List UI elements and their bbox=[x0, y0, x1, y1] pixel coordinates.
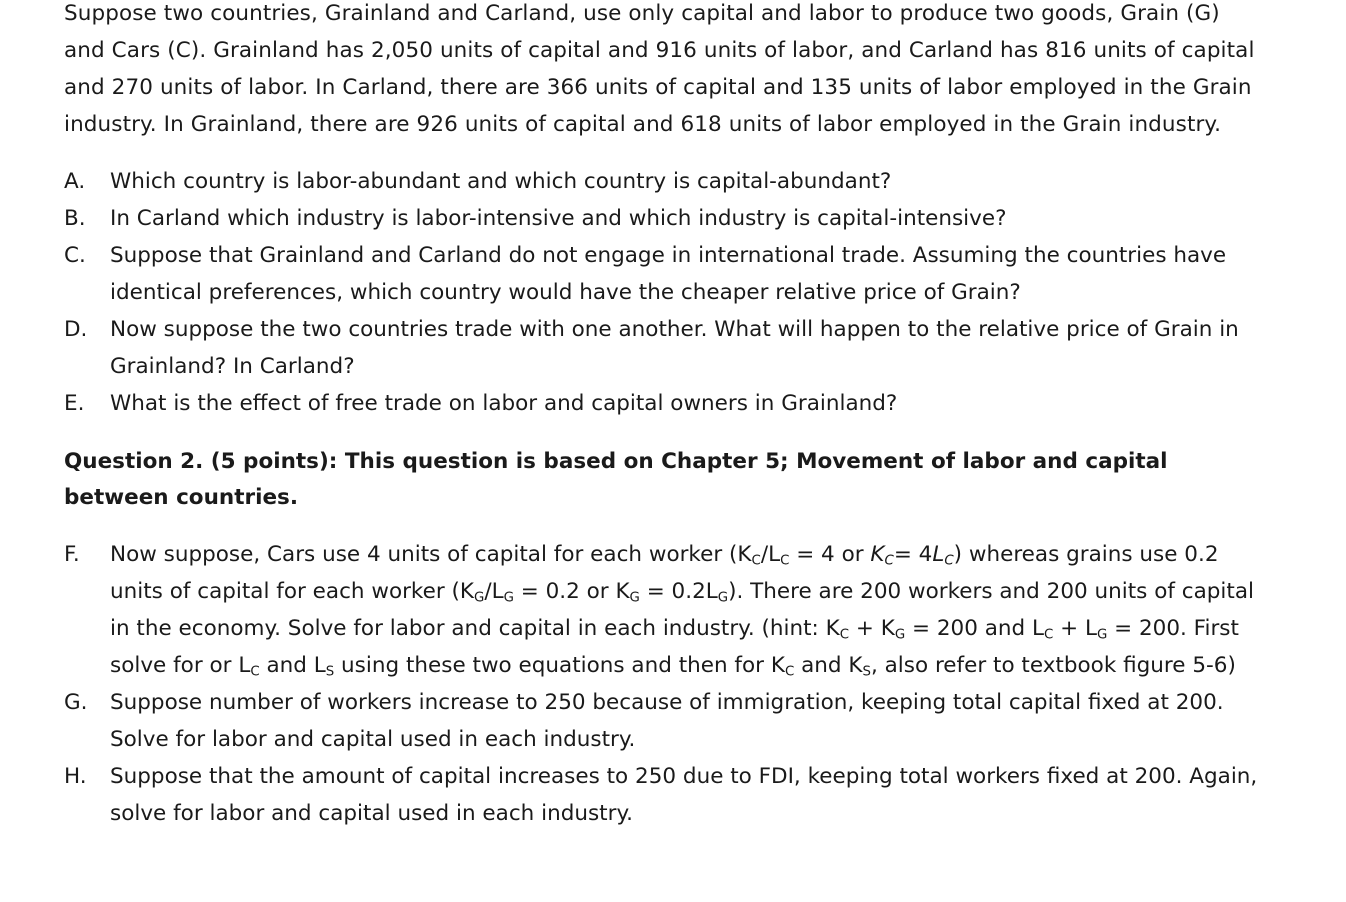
item-letter: G. bbox=[64, 690, 88, 715]
item-text: Which country is labor-abundant and which country is capital-abundant? bbox=[110, 169, 892, 194]
item-letter: E. bbox=[64, 391, 85, 416]
list-item-d bbox=[64, 311, 1264, 385]
item-text: Suppose number of workers increase to 250 because of immigration, keeping total capital fixed at 200. Solve for labor and capital used in each industry. bbox=[110, 690, 1224, 752]
item-letter: A. bbox=[64, 169, 86, 194]
item-text: Suppose that Grainland and Carland do not engage in international trade. Assuming the countries have identical preferences, which country would have the cheaper relative price of Grain? bbox=[110, 243, 1227, 305]
document-page bbox=[64, 0, 1264, 832]
list-item-b bbox=[64, 200, 1264, 237]
item-text: Now suppose, Cars use 4 units of capital for each worker ($K_C/L_C = 4$ or $K_C= 4L_C$) whereas grains use 0.2 units of capital for each worker ($K_G/L_G = 0.2$ or $K_G = 0.2L_G$). There are 200 workers and 200 units of capital in the economy. Solve for labor and capital in each industry. (hint: $K_C + K_G = 200$ and $L_C + L_G = 200$. First solve for or $L_C$ and $L_S$ using these two equations and then for $K_C$ and $K_S$, also refer to textbook figure 5-6) bbox=[110, 542, 1254, 680]
list-item-e bbox=[64, 385, 1264, 422]
item-text: Now suppose the two countries trade with one another. What will happen to the relative price of Grain in Grainland? In Carland? bbox=[110, 317, 1239, 379]
question2-heading: Question 2. (5 points): This question is based on Chapter 5; Movement of labor and capital between countries. bbox=[64, 449, 1168, 510]
question1-list bbox=[64, 163, 1264, 422]
item-letter: F. bbox=[64, 542, 80, 567]
item-letter: C. bbox=[64, 243, 86, 268]
item-letter: B. bbox=[64, 206, 86, 231]
list-item-g bbox=[64, 684, 1264, 758]
item-text: Suppose that the amount of capital increases to 250 due to FDI, keeping total workers fixed at 200. Again, solve for labor and capital used in each industry. bbox=[110, 764, 1258, 826]
list-item-h bbox=[64, 758, 1264, 832]
item-text: In Carland which industry is labor-intensive and which industry is capital-intensive? bbox=[110, 206, 1007, 231]
intro-paragraph: Suppose two countries, Grainland and Carland, use only capital and labor to produce two goods, Grain (G) and Cars (C). Grainland has 2,050 units of capital and 916 units of labor, and Carland has 816 units of capital and 270 units of labor. In Carland, there are 366 units of capital and 135 units of labor employed in the Grain industry. In Grainland, there are 926 units of capital and 618 units of labor employed in the Grain industry. bbox=[64, 1, 1255, 137]
item-text: What is the effect of free trade on labor and capital owners in Grainland? bbox=[110, 391, 898, 416]
question2-list bbox=[64, 536, 1264, 832]
list-item-a bbox=[64, 163, 1264, 200]
list-item-f bbox=[64, 536, 1264, 684]
item-letter: H. bbox=[64, 764, 87, 789]
list-item-c bbox=[64, 237, 1264, 311]
item-letter: D. bbox=[64, 317, 88, 342]
